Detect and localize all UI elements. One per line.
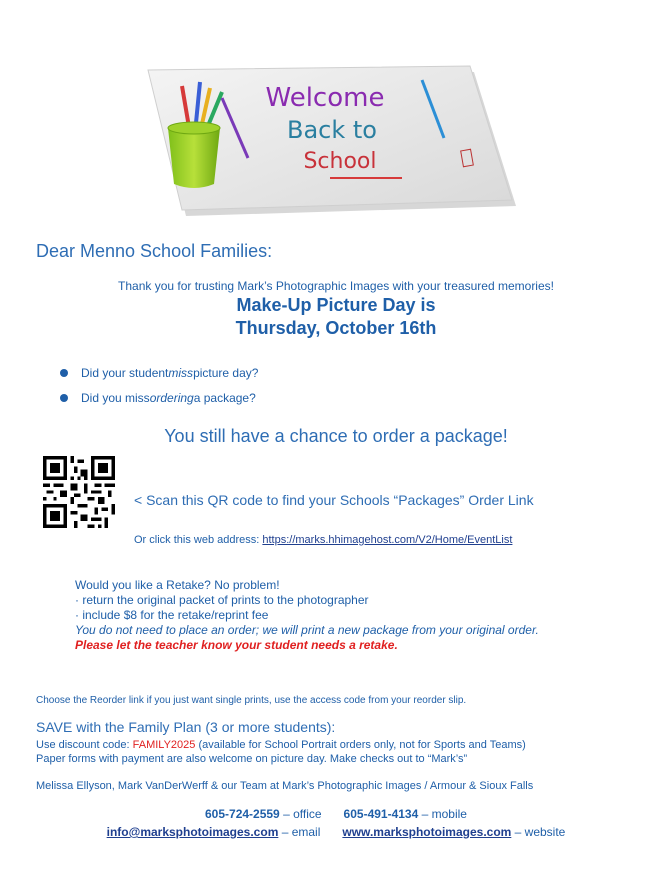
greeting: Dear Menno School Families: bbox=[36, 241, 273, 261]
question-list bbox=[60, 360, 258, 410]
email-link[interactable]: info@marksphotoimages.com bbox=[106, 825, 279, 839]
scan-instruction: < Scan this QR code to find your Schools “Packages” Order Link bbox=[134, 492, 534, 508]
office-phone[interactable]: 605-724-2559 bbox=[205, 807, 280, 821]
web-contact-line: info@marksphotoimages.com – email www.marksphotoimages.com – website bbox=[106, 825, 566, 839]
qr-code[interactable] bbox=[43, 456, 115, 528]
retake-question: Would you like a Retake? No problem! bbox=[75, 578, 280, 592]
retake-section bbox=[75, 578, 539, 653]
reorder-note: Choose the Reorder link if you just want single prints, use the access code from your reorder slip. bbox=[36, 695, 467, 706]
list-item: Did you miss ordering a package? bbox=[60, 385, 258, 410]
list-item: Did your student miss picture day? bbox=[60, 360, 258, 385]
mobile-phone[interactable]: 605-491-4134 bbox=[343, 807, 419, 821]
headline-line-1: Make-Up Picture Day is bbox=[236, 295, 436, 315]
web-address-line: Or click this web address: https://marks.hhimagehost.com/V2/Home/EventList bbox=[134, 534, 513, 546]
welcome-back-to-school-illustration bbox=[140, 58, 520, 228]
retake-step: · include $8 for the retake/reprint fee bbox=[75, 608, 269, 622]
bullet-icon bbox=[60, 394, 68, 402]
phone-line: 605-724-2559 – office 605-491-4134 – mobile bbox=[205, 807, 467, 821]
hero-line-welcome: Welcome bbox=[265, 83, 385, 113]
order-chance-heading: You still have a chance to order a package! bbox=[164, 426, 508, 446]
family-plan-title: SAVE with the Family Plan (3 or more students): bbox=[36, 719, 336, 735]
headline-line-2: Thursday, October 16th bbox=[235, 318, 437, 338]
website-link[interactable]: www.marksphotoimages.com bbox=[342, 825, 512, 839]
retake-note: You do not need to place an order; we will print a new package from your original order. bbox=[75, 623, 539, 637]
paper-forms-line: Paper forms with payment are also welcome on picture day. Make checks out to “Mark’s” bbox=[36, 753, 468, 765]
retake-warning: Please let the teacher know your student needs a retake. bbox=[75, 638, 398, 652]
team-signature: Melissa Ellyson, Mark VanDerWerff & our Team at Mark’s Photographic Images / Armour & Sioux Falls bbox=[36, 780, 534, 792]
discount-code: FAMILY2025 bbox=[132, 739, 196, 751]
discount-line: Use discount code: FAMILY2025 (available for School Portrait orders only, not for Sports and Teams) bbox=[36, 739, 526, 751]
bullet-icon bbox=[60, 369, 68, 377]
hero-line-school: School bbox=[303, 149, 377, 174]
event-list-link[interactable]: https://marks.hhimagehost.com/V2/Home/EventList bbox=[262, 534, 513, 546]
family-plan-body bbox=[36, 738, 526, 766]
thank-you-line: Thank you for trusting Mark’s Photographic Images with your treasured memories! bbox=[118, 279, 554, 293]
retake-step: · return the original packet of prints to the photographer bbox=[75, 593, 369, 607]
hero-line-back-to: Back to bbox=[287, 116, 377, 144]
